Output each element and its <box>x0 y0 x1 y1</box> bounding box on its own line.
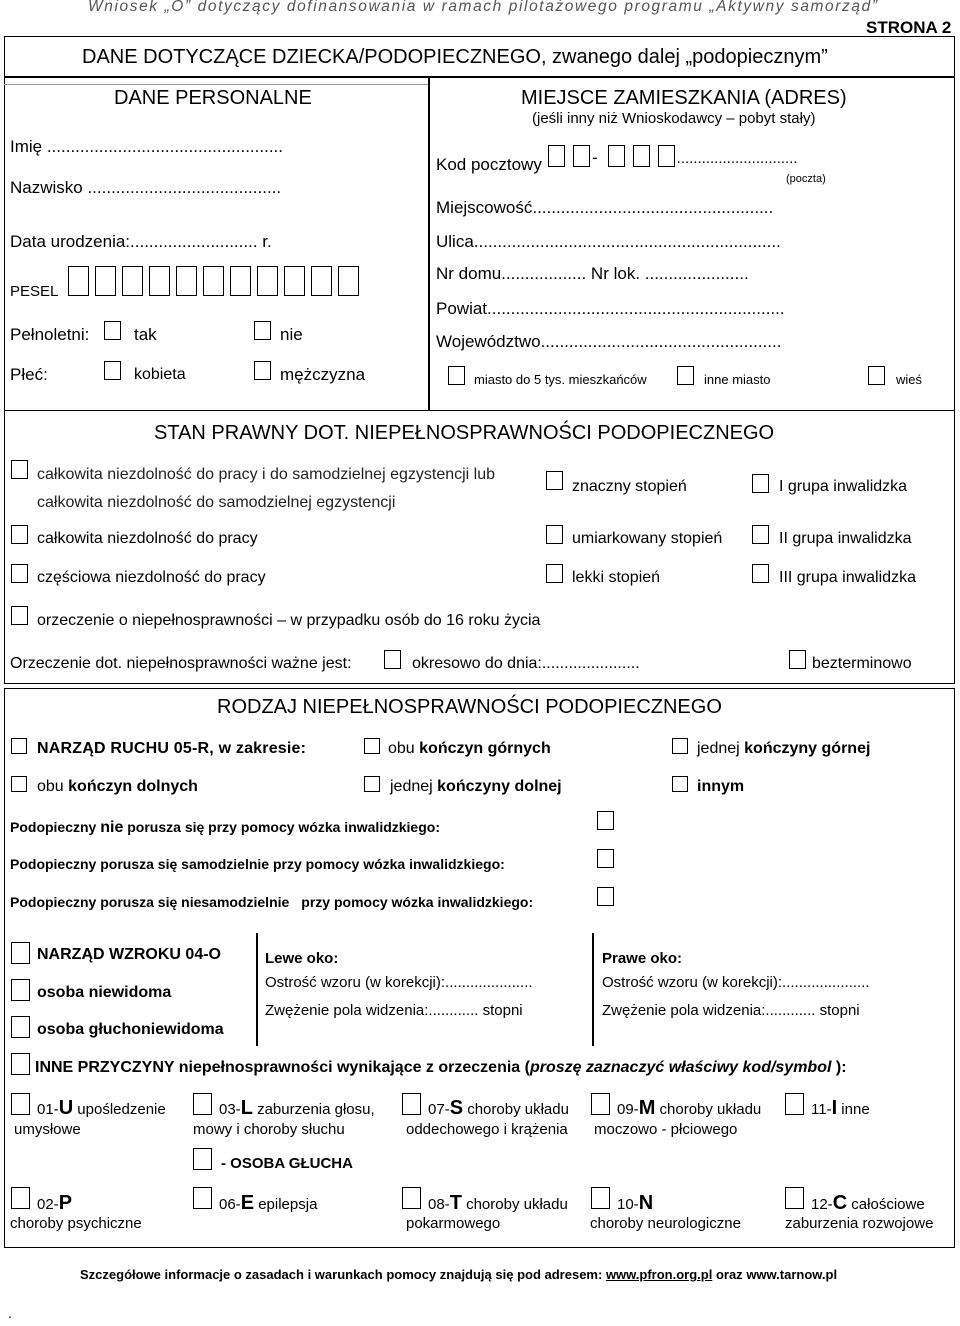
vision-organ-checkbox[interactable] <box>11 942 30 964</box>
group-2-label: II grupa inwalidzka <box>779 530 912 547</box>
street-field[interactable]: Ulica................................................................. <box>436 232 781 251</box>
work-incapacity-label: całkowita niezdolność do pracy <box>37 530 258 547</box>
adult-no-label: nie <box>280 325 303 344</box>
code-01u-label: 01-U upośledzenie <box>37 1097 166 1119</box>
code-07s-label: 07-S choroby układu <box>428 1097 569 1119</box>
voivodeship-field[interactable]: Województwo................................................... <box>436 332 782 351</box>
male-checkbox[interactable] <box>254 361 271 380</box>
right-eye-title: Prawe oko: <box>602 950 683 967</box>
small-town-label: miasto do 5 tys. mieszkańców <box>474 372 647 387</box>
code-02p-label: 02-P <box>37 1192 73 1214</box>
legal-section-title: STAN PRAWNY DOT. NIEPEŁNOSPRAWNOŚCI PODOPIECZNEGO <box>154 422 775 444</box>
code-10n-label: 10-N <box>617 1192 654 1214</box>
permanent-label: bezterminowo <box>812 655 912 672</box>
deafblind-label: osoba głuchoniewidoma <box>37 1021 224 1038</box>
address-subtitle: (jeśli inny niż Wnioskodawcy – pobyt stały) <box>532 110 816 127</box>
code-03l-checkbox[interactable] <box>193 1093 212 1115</box>
motor-organ-checkbox[interactable] <box>11 738 27 754</box>
code-11i-label: 11-I inne <box>811 1097 870 1119</box>
female-checkbox[interactable] <box>104 361 121 380</box>
female-label: kobieta <box>134 366 186 383</box>
blind-label: osoba niewidoma <box>37 984 172 1001</box>
code-12c-label: 12-C całościowe <box>811 1192 925 1214</box>
wheelchair-assisted-label: Podopieczny porusza się niesamodzielnie przy pomocy wózka inwalidzkiego: <box>10 894 534 910</box>
village-checkbox[interactable] <box>868 366 885 385</box>
code-07s-desc: oddechowego i krążenia <box>406 1121 568 1138</box>
deaf-person-label: - OSOBA GŁUCHA <box>221 1155 353 1172</box>
validity-label: Orzeczenie dot. niepełnosprawności ważne jest: <box>10 655 352 672</box>
light-degree-checkbox[interactable] <box>546 564 563 583</box>
partial-incapacity-label: częściowa niezdolność do pracy <box>37 569 266 586</box>
group-3-checkbox[interactable] <box>752 564 769 583</box>
total-incapacity-label: całkowita niezdolność do pracy i do samodzielnej egzystencji lub <box>37 466 496 483</box>
no-wheelchair-checkbox[interactable] <box>597 811 614 830</box>
wheelchair-self-checkbox[interactable] <box>597 849 614 868</box>
kind-section-title: RODZAJ NIEPEŁNOSPRAWNOŚCI PODOPIECZNEGO <box>217 696 722 718</box>
first-name-field[interactable]: Imię .................................................. <box>10 137 283 156</box>
code-08t-label: 08-T choroby układu <box>428 1192 568 1214</box>
significant-degree-label: znaczny stopień <box>572 478 687 495</box>
moderate-degree-label: umiarkowany stopień <box>572 530 723 547</box>
code-06e-checkbox[interactable] <box>193 1187 212 1209</box>
county-field[interactable]: Powiat............................................................... <box>436 299 785 318</box>
code-01u-checkbox[interactable] <box>11 1093 30 1115</box>
adult-yes-checkbox[interactable] <box>104 321 121 340</box>
village-label: wieś <box>896 372 923 387</box>
code-11i-checkbox[interactable] <box>785 1093 804 1115</box>
both-upper-checkbox[interactable] <box>364 738 380 754</box>
code-10n-checkbox[interactable] <box>591 1187 610 1209</box>
small-town-checkbox[interactable] <box>448 366 465 385</box>
code-08t-desc: pokarmowego <box>406 1215 501 1232</box>
both-upper-label: obu kończyn górnych <box>388 740 551 757</box>
right-eye-acuity-field[interactable]: Ostrość wzoru (w korekcji):..................... <box>602 974 870 991</box>
significant-degree-checkbox[interactable] <box>546 471 563 490</box>
group-3-label: III grupa inwalidzka <box>779 569 916 586</box>
code-09m-checkbox[interactable] <box>591 1093 610 1115</box>
adult-no-checkbox[interactable] <box>254 321 271 340</box>
tarnow-link[interactable]: www.tarnow.pl <box>746 1267 838 1282</box>
code-03l-label: 03-L zaburzenia głosu, <box>219 1097 375 1119</box>
code-09m-label: 09-M choroby układu <box>617 1097 762 1119</box>
male-label: mężczyzna <box>280 365 366 384</box>
pfron-link[interactable]: www.pfron.org.pl <box>605 1267 713 1282</box>
birth-date-field[interactable]: Data urodzenia:........................... r. <box>10 232 272 251</box>
pesel-boxes[interactable] <box>68 266 359 297</box>
temporary-checkbox[interactable] <box>384 650 401 669</box>
address-title: MIEJSCE ZAMIESZKANIA (ADRES) <box>521 87 847 109</box>
one-lower-checkbox[interactable] <box>364 776 380 792</box>
wheelchair-self-label: Podopieczny porusza się samodzielnie przy pomocy wózka inwalidzkiego: <box>10 856 505 872</box>
wheelchair-assisted-checkbox[interactable] <box>597 887 614 906</box>
code-06e-label: 06-E epilepsja <box>219 1192 318 1214</box>
total-incapacity-checkbox[interactable] <box>11 460 28 479</box>
temporary-until-field[interactable]: okresowo do dnia:...................... <box>412 655 640 672</box>
code-01u-desc: umysłowe <box>14 1121 81 1138</box>
code-08t-checkbox[interactable] <box>402 1187 421 1209</box>
code-03l-desc: mowy i choroby słuchu <box>193 1121 345 1138</box>
form-header-title: Wniosek „O” dotyczący dofinansowania w ramach pilotażowego programu „Aktywny samorząd” <box>88 0 879 15</box>
under-16-checkbox[interactable] <box>11 606 28 625</box>
code-09m-desc: moczowo - płciowego <box>594 1121 738 1138</box>
no-wheelchair-label: Podopieczny nie porusza się przy pomocy wózka inwalidzkiego: <box>10 819 440 836</box>
permanent-checkbox[interactable] <box>789 650 806 669</box>
code-07s-checkbox[interactable] <box>402 1093 421 1115</box>
child-section-title: DANE DOTYCZĄCE DZIECKA/PODOPIECZNEGO, zwanego dalej „podopiecznym” <box>82 46 828 68</box>
work-incapacity-checkbox[interactable] <box>11 525 28 544</box>
kind-section-frame <box>4 688 955 1248</box>
left-eye-field-narrowing[interactable]: Zwężenie pola widzenia:............ stopni <box>265 1002 523 1019</box>
right-eye-field-narrowing[interactable]: Zwężenie pola widzenia:............ stopni <box>602 1002 860 1019</box>
vision-organ-label: NARZĄD WZROKU 04-O <box>37 946 221 963</box>
both-lower-label: obu kończyn dolnych <box>37 778 198 795</box>
pesel-label: PESEL <box>10 283 59 300</box>
one-lower-label: jednej kończyny dolnej <box>390 778 562 795</box>
other-causes-label: INNE PRZYCZYNY niepełnosprawności wynikające z orzeczenia (proszę zaznaczyć właściwy kod/symbol ): <box>35 1059 847 1076</box>
code-10n-desc: choroby neurologiczne <box>590 1215 741 1232</box>
code-12c-desc: zaburzenia rozwojowe <box>785 1215 934 1232</box>
under-16-label: orzeczenie o niepełnosprawności – w przypadku osób do 16 roku życia <box>37 612 541 629</box>
postal-code-label: Kod pocztowy <box>436 155 542 174</box>
postal-code-boxes[interactable]: - ............................. <box>548 145 798 168</box>
sex-label: Płeć: <box>10 365 48 384</box>
other-city-label: inne miasto <box>704 372 771 387</box>
other-motor-checkbox[interactable] <box>672 776 688 792</box>
legal-section-frame <box>4 411 955 684</box>
post-office-hint: (poczta) <box>786 173 826 185</box>
adult-label: Pełnoletni: <box>10 325 90 344</box>
group-1-label: I grupa inwalidzka <box>779 478 908 495</box>
code-12c-checkbox[interactable] <box>785 1187 804 1209</box>
one-upper-label: jednej kończyny górnej <box>697 740 871 757</box>
deaf-person-checkbox[interactable] <box>193 1148 212 1170</box>
one-upper-checkbox[interactable] <box>672 738 688 754</box>
other-motor-label: innym <box>697 778 745 795</box>
last-name-field[interactable]: Nazwisko ......................................... <box>10 178 282 197</box>
code-02p-desc: choroby psychiczne <box>10 1215 142 1232</box>
adult-yes-label: tak <box>134 325 157 344</box>
light-degree-label: lekki stopień <box>572 569 661 586</box>
personal-data-title: DANE PERSONALNE <box>114 87 312 109</box>
house-number-field[interactable]: Nr domu.................. Nr lok. ...................... <box>436 264 749 283</box>
deafblind-checkbox[interactable] <box>11 1016 30 1038</box>
left-eye-title: Lewe oko: <box>265 950 339 967</box>
total-incapacity-alt-label: całkowita niezdolność do samodzielnej egzystencji <box>37 494 396 511</box>
city-field[interactable]: Miejscowość................................................... <box>436 198 774 217</box>
footer-info: Szczegółowe informacje o zasadach i warunkach pomocy znajdują się pod adresem: www.pfron.org.pl oraz www.tarnow.pl <box>80 1267 838 1282</box>
motor-organ-label: NARZĄD RUCHU 05-R, w zakresie: <box>37 740 307 757</box>
page-number: STRONA 2 <box>866 18 952 37</box>
both-lower-checkbox[interactable] <box>11 776 27 792</box>
footer-dot: . <box>8 1305 12 1321</box>
partial-incapacity-checkbox[interactable] <box>11 564 28 583</box>
other-causes-checkbox[interactable] <box>11 1053 30 1075</box>
other-city-checkbox[interactable] <box>677 366 694 385</box>
moderate-degree-checkbox[interactable] <box>546 525 563 544</box>
code-02p-checkbox[interactable] <box>11 1187 30 1209</box>
group-1-checkbox[interactable] <box>752 474 769 493</box>
group-2-checkbox[interactable] <box>752 525 769 544</box>
blind-checkbox[interactable] <box>11 979 30 1001</box>
left-eye-acuity-field[interactable]: Ostrość wzoru (w korekcji):..................... <box>265 974 533 991</box>
